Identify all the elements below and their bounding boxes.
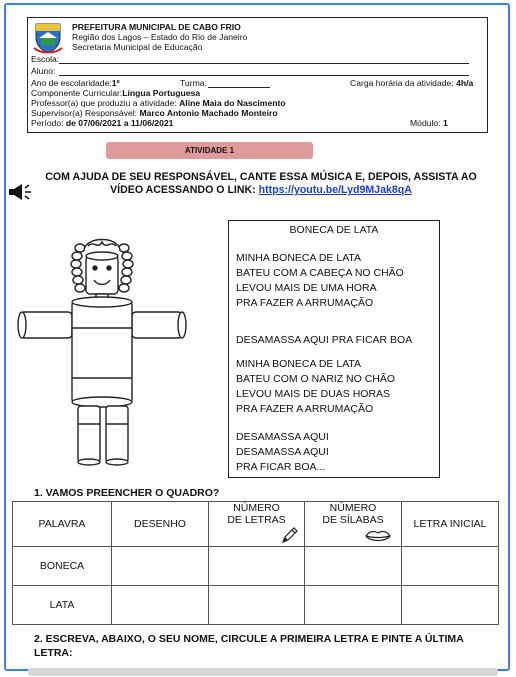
lyrics-title: BONECA DE LATA bbox=[289, 224, 379, 236]
carga-label: Carga horária da atividade: bbox=[350, 78, 454, 88]
componente-label: Componente Curricular: bbox=[31, 88, 123, 98]
braid-left bbox=[71, 244, 85, 292]
cell-numero-letras[interactable] bbox=[209, 586, 305, 625]
school-header bbox=[27, 17, 488, 133]
aluno-label: Aluno: bbox=[31, 66, 56, 76]
lyric-line: MINHA BONECA DE LATA bbox=[236, 252, 362, 264]
lyric-line: PRA FAZER A ARRUMAÇÃO bbox=[236, 403, 374, 415]
cell-palavra: LATA bbox=[13, 586, 112, 625]
lyrics-box bbox=[228, 220, 440, 478]
turma-field[interactable] bbox=[208, 87, 270, 88]
periodo-label: Período: bbox=[31, 118, 64, 128]
header-numero-silabas-label: NÚMERO DE SÍLABAS bbox=[322, 502, 384, 526]
periodo-row bbox=[31, 118, 173, 128]
cell-desenho[interactable] bbox=[112, 586, 209, 625]
header-palavra: PALAVRA bbox=[13, 502, 112, 547]
cell-palavra: BONECA bbox=[13, 547, 112, 586]
supervisor-value: Marco Antonio Machado Monteiro bbox=[139, 108, 278, 118]
modulo-value: 1 bbox=[442, 118, 448, 128]
lyric-line: PRA FICAR BOA... bbox=[236, 461, 326, 473]
header-secretaria: Secretaria Municipal de Educação bbox=[72, 42, 203, 52]
header-region: Região dos Lagos – Estado do Rio de Janeiro bbox=[72, 32, 248, 42]
table-row bbox=[13, 547, 499, 586]
carga-value: 4h/a bbox=[456, 78, 474, 88]
escola-field[interactable] bbox=[59, 63, 469, 64]
answer-field[interactable] bbox=[28, 668, 498, 676]
aluno-field[interactable] bbox=[59, 75, 469, 76]
pencil-icon bbox=[281, 526, 299, 544]
cell-numero-silabas[interactable] bbox=[305, 547, 402, 586]
lyric-line: MINHA BONECA DE LATA bbox=[236, 358, 362, 370]
modulo-label: Módulo: bbox=[410, 118, 441, 128]
carga-row bbox=[350, 78, 473, 88]
lips-icon bbox=[365, 529, 391, 543]
fill-table bbox=[12, 501, 499, 625]
supervisor-label: Supervisor(a) Responsável: bbox=[31, 108, 138, 118]
lyric-line: BATEU COM A CABEÇA NO CHÃO bbox=[236, 267, 404, 279]
cell-letra-inicial[interactable] bbox=[402, 547, 499, 586]
question-2-line2: LETRA: bbox=[34, 647, 73, 659]
lyric-line: DESAMASSA AQUI bbox=[236, 446, 329, 458]
lyric-line: DESAMASSA AQUI PRA FICAR BOA bbox=[236, 334, 413, 346]
header-title: PREFEITURA MUNICIPAL DE CABO FRIO bbox=[72, 22, 241, 32]
header-numero-letras-label: NÚMERO DE LETRAS bbox=[227, 502, 286, 526]
video-link[interactable]: https://youtu.be/Lyd9MJak8qA bbox=[258, 184, 412, 196]
cell-numero-letras[interactable] bbox=[209, 547, 305, 586]
periodo-value: de 07/06/2021 a 11/06/2021 bbox=[65, 118, 174, 128]
escola-label: Escola: bbox=[31, 54, 60, 64]
lyric-line: PRA FAZER A ARRUMAÇÃO bbox=[236, 297, 374, 309]
lyric-line: DESAMASSA AQUI bbox=[236, 431, 329, 443]
supervisor-row bbox=[31, 108, 278, 118]
header-numero-letras bbox=[209, 502, 305, 547]
table-row bbox=[13, 586, 499, 625]
cell-letra-inicial[interactable] bbox=[402, 586, 499, 625]
city-seal-icon bbox=[33, 20, 63, 54]
professor-value: Aline Maia do Nascimento bbox=[179, 98, 286, 108]
professor-label: Professor(a) que produziu a atividade: bbox=[31, 98, 177, 108]
lyric-line: BATEU COM O NARIZ NO CHÃO bbox=[236, 373, 396, 385]
table-header-row bbox=[13, 502, 499, 547]
instruction-prefix: VÍDEO ACESSANDO O LINK: bbox=[110, 184, 256, 196]
braid-right bbox=[119, 244, 133, 292]
modulo-row bbox=[410, 118, 448, 128]
turma-label: Turma: bbox=[180, 78, 207, 88]
professor-row bbox=[31, 98, 286, 108]
cell-numero-silabas[interactable] bbox=[305, 586, 402, 625]
activity-title: ATIVIDADE 1 bbox=[106, 142, 313, 159]
header-numero-silabas bbox=[305, 502, 402, 547]
ano-row bbox=[31, 78, 120, 88]
question-2-line1: 2. ESCREVA, ABAIXO, O SEU NOME, CIRCULE A PRIMEIRA LETRA E PINTE A ÚLTIMA bbox=[34, 633, 464, 645]
instruction bbox=[22, 171, 500, 197]
componente-value: Língua Portuguesa bbox=[122, 88, 201, 98]
instruction-line1: COM AJUDA DE SEU RESPONSÁVEL, CANTE ESSA MÚSICA E, DEPOIS, ASSISTA AO bbox=[45, 171, 477, 183]
componente-row bbox=[31, 88, 200, 98]
lyric-line: LEVOU MAIS DE UMA HORA bbox=[236, 282, 377, 294]
header-letra-inicial: LETRA INICIAL bbox=[402, 502, 499, 547]
instruction-line2 bbox=[22, 184, 500, 197]
tin-doll-illustration bbox=[14, 228, 204, 473]
header-desenho: DESENHO bbox=[112, 502, 209, 547]
cell-desenho[interactable] bbox=[112, 547, 209, 586]
lyric-line: LEVOU MAIS DE DUAS HORAS bbox=[236, 388, 391, 400]
ano-value: 1º bbox=[111, 78, 120, 88]
ano-label: Ano de escolaridade: bbox=[31, 78, 112, 88]
question-1: 1. VAMOS PREENCHER O QUADRO? bbox=[34, 487, 220, 499]
